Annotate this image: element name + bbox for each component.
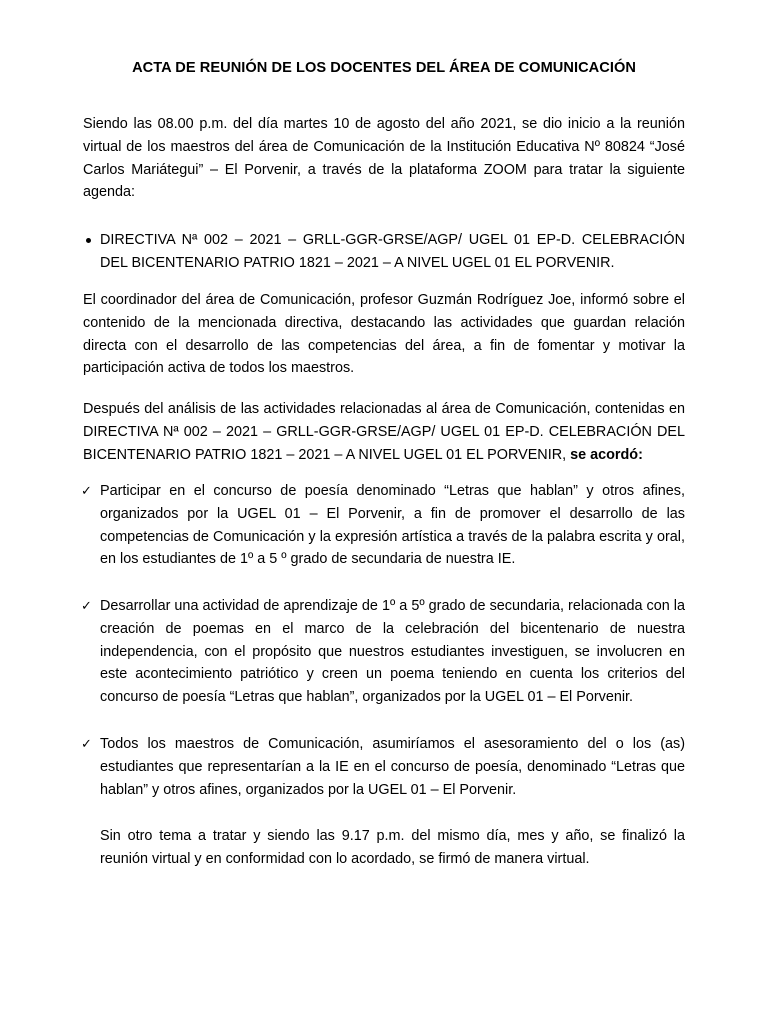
document-title: ACTA DE REUNIÓN DE LOS DOCENTES DEL ÁREA DE COMUNICACIÓN <box>132 60 636 76</box>
closing-block <box>83 825 685 871</box>
agreement-text: Participar en el concurso de poesía denominado “Letras que hablan” y otros afines, organizados por la UGEL 01 – El Porvenir, a fin de promover el desarrollo de las competencias de Comunicación y la expresión artística a través de la palabra escrita y oral, en los estudiantes de 1º a 5 º grado de secundaria de nuestra IE. <box>100 483 685 568</box>
closing-paragraph: Sin otro tema a tratar y siendo las 9.17 p.m. del mismo día, mes y año, se finalizó la reunión virtual y en conformidad con lo acordado, se firmó de manera virtual. <box>100 828 685 867</box>
agreement-item <box>83 733 685 801</box>
checkmark-icon: ✓ <box>81 483 92 498</box>
coordinator-paragraph: El coordinador del área de Comunicación, profesor Guzmán Rodríguez Joe, informó sobre el contenido de la mencionada directiva, destacando las actividades que guardan relación directa con el desarrollo de las competencias del área, a fin de fomentar y motivar la participación activa de todos los maestros. <box>83 292 685 377</box>
agreement-text: Desarrollar una actividad de aprendizaje de 1º a 5º grado de secundaria, relacionada con la creación de poemas en el marco de la celebración del bicentenario de nuestra independencia, con el propósito que nuestros estudiantes investiguen, se involucren en este acontecimiento patriótico y creen un poema teniendo en cuenta los criterios del concurso de poesía “Letras que hablan”, organizados por la UGEL 01 – El Porvenir. <box>100 598 685 706</box>
analysis-paragraph <box>83 398 685 466</box>
agreement-item <box>83 595 685 709</box>
agenda-list-item <box>83 229 685 275</box>
bullet-icon <box>86 238 91 243</box>
agreement-item <box>83 480 685 571</box>
agenda-item-text: DIRECTIVA Nª 002 – 2021 – GRLL-GGR-GRSE/AGP/ UGEL 01 EP-D. CELEBRACIÓN DEL BICENTENARIO PATRIO 1821 – 2021 – A NIVEL UGEL 01 EL PORVENIR. <box>100 232 685 271</box>
intro-paragraph: Siendo las 08.00 p.m. del día martes 10 de agosto del año 2021, se dio inicio a la reunión virtual de los maestros del área de Comunicación de la Institución Educativa Nº 80824 “José Carlos Mariátegui” – El Porvenir, a través de la plataforma ZOOM para tratar la siguiente agenda: <box>83 116 685 201</box>
agreement-text: Todos los maestros de Comunicación, asumiríamos el asesoramiento del o los (as) estudiantes que representarían a la IE en el concurso de poesía, denominado “Letras que hablan” y otros afines, organizados por la UGEL 01 – El Porvenir. <box>100 736 685 798</box>
analysis-text: Después del análisis de las actividades relacionadas al área de Comunicación, contenidas en DIRECTIVA Nª 002 – 2021 – GRLL-GGR-GRSE/AGP/ UGEL 01 EP-D. CELEBRACIÓN DEL BICENTENARIO PATRIO 1821 – 2021 – A NIVEL UGEL 01 EL PORVENIR, <box>83 401 685 463</box>
checkmark-icon: ✓ <box>81 598 92 613</box>
checkmark-icon: ✓ <box>81 736 92 751</box>
agreement-lead: se acordó: <box>570 446 643 463</box>
